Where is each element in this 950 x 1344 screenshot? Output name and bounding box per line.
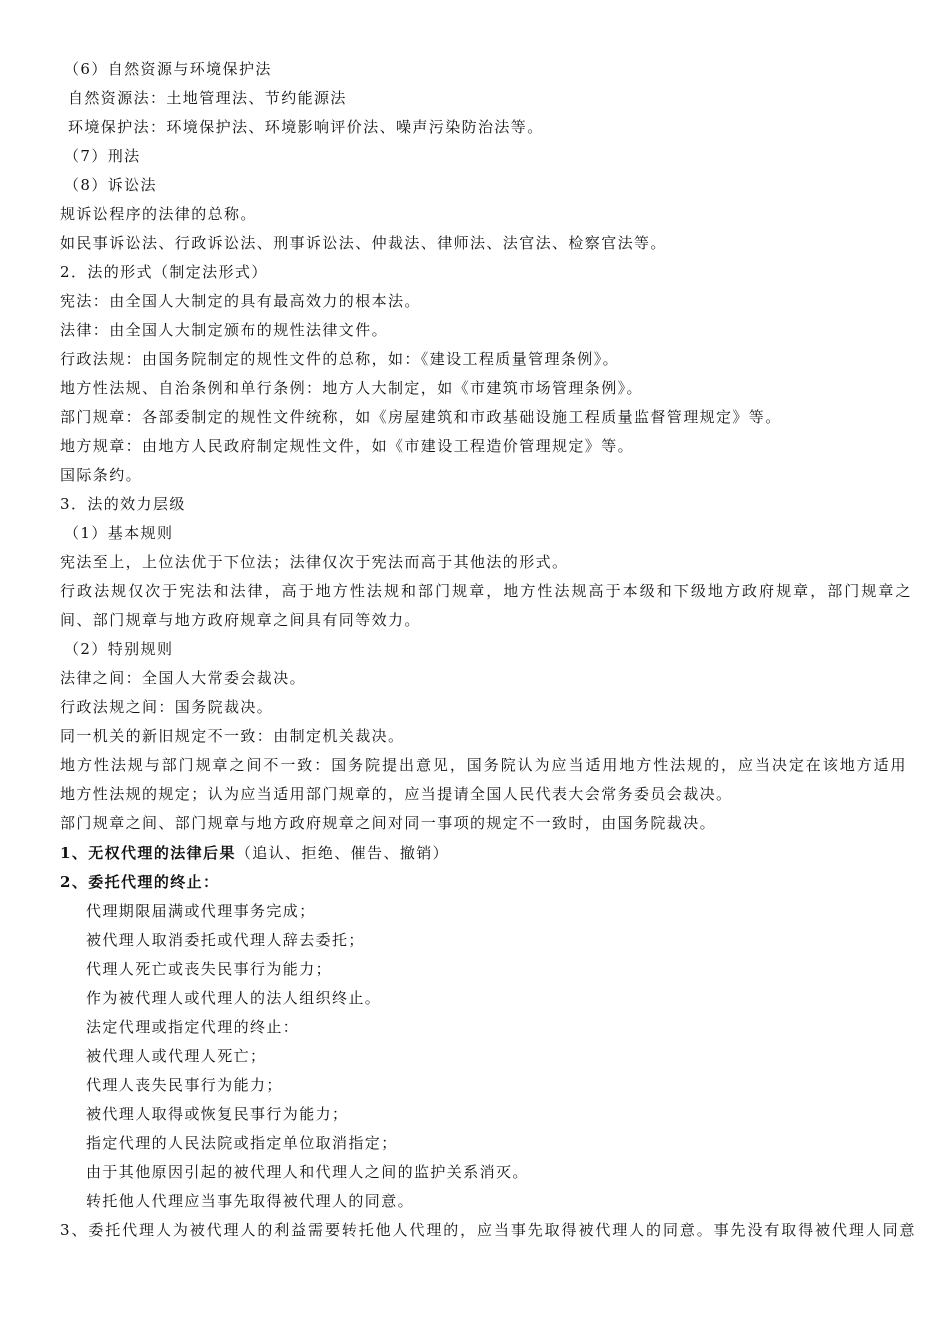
text-line: 行政法规：由国务院制定的规性文件的总称，如：《建设工程质量管理条例》。 <box>60 350 620 368</box>
text-line: 环境保护法：环境保护法、环境影响评价法、噪声污染防治法等。 <box>68 118 544 136</box>
text-line: 地方规章：由地方人民政府制定规性文件，如《市建设工程造价管理规定》等。 <box>60 437 635 455</box>
text-line: 宪法：由全国人大制定的具有最高效力的根本法。 <box>60 292 421 310</box>
heading-criminal-law: （7）刑法 <box>64 147 141 165</box>
item-entrusted-agency-termination-title: 2、委托代理的终止： <box>60 873 220 891</box>
text-line: 地方性法规、自治条例和单行条例：地方人大制定，如《市建筑市场管理条例》。 <box>60 379 643 397</box>
text-line: 规诉讼程序的法律的总称。 <box>60 205 257 223</box>
list-item: 转托他人代理应当事先取得被代理人的同意。 <box>86 1192 415 1210</box>
list-item: 法定代理或指定代理的终止： <box>86 1018 300 1036</box>
text-line: 行政法规仅次于宪法和法律，高于地方性法规和部门规章，地方性法规高于本级和下级地方政府规章，部门规章之 <box>60 582 913 600</box>
text-line: 法律：由全国人大制定颁布的规性法律文件。 <box>60 321 389 339</box>
list-item: 被代理人取得或恢复民事行为能力； <box>86 1105 349 1123</box>
item-entrusted-agency-termination <box>60 871 219 893</box>
item-unauthorized-agency <box>60 842 449 864</box>
text-line: 间、部门规章与地方政府规章之间具有同等效力。 <box>60 611 421 629</box>
list-item: 代理期限届满或代理事务完成； <box>86 902 316 920</box>
list-item: 被代理人或代理人死亡； <box>86 1047 267 1065</box>
list-item: 代理人死亡或丧失民事行为能力； <box>86 960 333 978</box>
list-item: 由于其他原因引起的被代理人和代理人之间的监护关系消灭。 <box>86 1163 529 1181</box>
text-line: 国际条约。 <box>60 466 143 484</box>
text-line: 部门规章之间、部门规章与地方政府规章之间对同一事项的规定不一致时，由国务院裁决。 <box>60 814 717 832</box>
text-line: 部门规章：各部委制定的规性文件统称，如《房屋建筑和市政基础设施工程质量监督管理规定》等。 <box>60 408 782 426</box>
text-line: 法律之间：全国人大常委会裁决。 <box>60 669 307 687</box>
item-unauthorized-agency-title: 1、无权代理的法律后果 <box>60 844 236 862</box>
heading-natural-resources-env-law: （6）自然资源与环境保护法 <box>64 60 272 78</box>
list-item: 代理人丧失民事行为能力； <box>86 1076 283 1094</box>
text-line: 同一机关的新旧规定不一致：由制定机关裁决。 <box>60 727 405 745</box>
list-item: 作为被代理人或代理人的法人组织终止。 <box>86 989 382 1007</box>
list-item: 被代理人取消委托或代理人辞去委托； <box>86 931 365 949</box>
text-line: 宪法至上，上位法优于下位法；法律仅次于宪法而高于其他法的形式。 <box>60 553 569 571</box>
text-line: 地方性法规与部门规章之间不一致：国务院提出意见，国务院认为应当适用地方性法规的，应当决定在该地方适用 <box>60 756 908 774</box>
heading-special-rules: （2）特别规则 <box>64 640 174 658</box>
text-line: 行政法规之间：国务院裁决。 <box>60 698 274 716</box>
heading-basic-rules: （1）基本规则 <box>64 524 174 542</box>
heading-procedure-law: （8）诉讼法 <box>64 176 157 194</box>
heading-effect-hierarchy: 3．法的效力层级 <box>60 495 186 513</box>
text-line: 地方性法规的规定；认为应当适用部门规章的，应当提请全国人民代表大会常务委员会裁决。 <box>60 785 733 803</box>
heading-forms-of-law: 2．法的形式（制定法形式） <box>60 263 268 281</box>
text-line: 自然资源法：土地管理法、节约能源法 <box>68 89 347 107</box>
text-line: 如民事诉讼法、行政诉讼法、刑事诉讼法、仲裁法、律师法、法官法、检察官法等。 <box>60 234 667 252</box>
list-item: 指定代理的人民法院或指定单位取消指定； <box>86 1134 398 1152</box>
item-sub-agency-consent: 3、委托代理人为被代理人的利益需要转托他人代理的，应当事先取得被代理人的同意。事先没有取得被代理人同意 <box>60 1221 917 1239</box>
item-unauthorized-agency-note: （追认、拒绝、催告、撤销） <box>235 844 450 862</box>
